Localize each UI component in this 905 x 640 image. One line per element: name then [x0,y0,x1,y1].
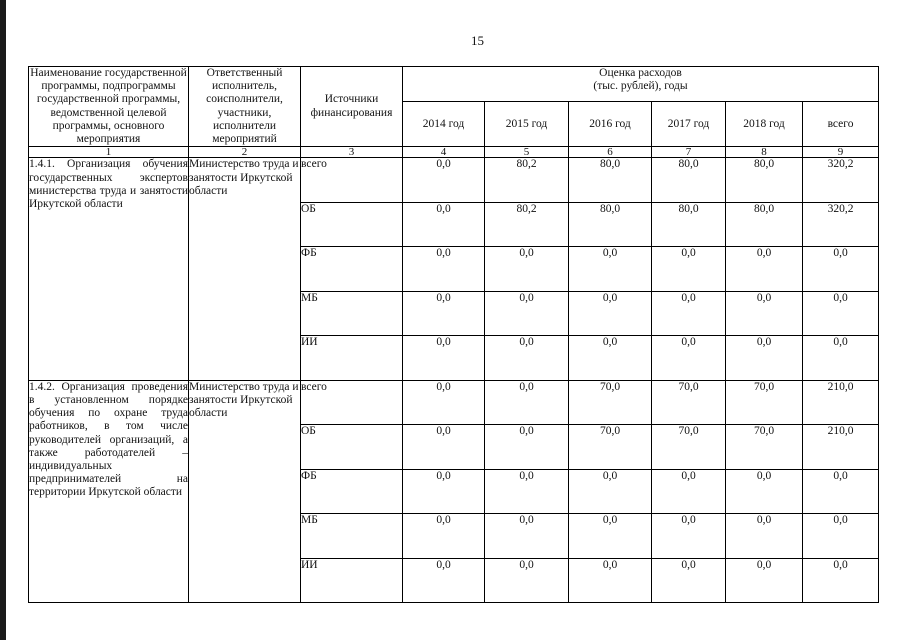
responsible-executor: Министерство труда и занятости Иркутской области [189,380,301,602]
total-value: 210,0 [803,380,879,424]
expense-value: 0,0 [726,514,803,558]
expense-value: 70,0 [726,380,803,424]
header-cost-line1: Оценка расходов [599,67,682,79]
table-row [29,158,879,202]
expense-value: 0,0 [726,336,803,380]
expense-value: 0,0 [726,291,803,335]
expense-value: 0,0 [403,158,485,202]
expense-value: 0,0 [403,514,485,558]
header-year: 2016 год [569,102,652,147]
funding-source: ФБ [301,469,403,513]
expense-value: 0,0 [485,291,569,335]
header-total: всего [803,102,879,147]
expense-value: 0,0 [652,247,726,291]
expense-value: 0,0 [403,380,485,424]
expense-value: 0,0 [485,247,569,291]
total-value: 320,2 [803,202,879,246]
expense-value: 0,0 [485,558,569,603]
total-value: 0,0 [803,514,879,558]
expense-value: 0,0 [485,336,569,380]
expense-value: 0,0 [652,291,726,335]
table-body [29,158,879,603]
expense-value: 0,0 [652,469,726,513]
header-cost [403,67,879,102]
header-sources: Источники финансирования [301,67,403,147]
header-name: Наименование государственной программы, подпрограммы государственной программы, ведомственной целевой программы, основного мероприятия [30,67,187,146]
column-number: 6 [569,147,652,158]
header-year: 2017 год [652,102,726,147]
expense-value: 0,0 [403,291,485,335]
expense-value: 0,0 [485,425,569,469]
header-executor: Ответственный исполнитель, соисполнители, участники, исполнители мероприятий [189,67,301,147]
expense-value: 70,0 [726,425,803,469]
header-cost-line2: (тыс. рублей), годы [593,80,688,93]
funding-source: ОБ [301,425,403,469]
expense-value: 80,0 [652,158,726,202]
expense-value: 70,0 [569,380,652,424]
expense-value: 0,0 [485,514,569,558]
expense-value: 80,0 [569,158,652,202]
expense-value: 0,0 [485,469,569,513]
responsible-executor: Министерство труда и занятости Иркутской области [189,158,301,380]
funding-source: ОБ [301,202,403,246]
column-number: 2 [189,147,301,158]
expense-value: 0,0 [569,558,652,603]
total-value: 0,0 [803,469,879,513]
table-row [29,380,879,424]
funding-source: МБ [301,514,403,558]
table-header [29,67,879,158]
expense-value: 0,0 [652,336,726,380]
expense-value: 0,0 [403,558,485,603]
funding-source: всего [301,158,403,202]
scan-edge [0,0,6,640]
column-number: 9 [803,147,879,158]
funding-source: ИИ [301,336,403,380]
expense-value: 0,0 [403,469,485,513]
activity-name: 1.4.2. Организация проведения в установленном порядке обучения по охране труда работников, в том числе руководителей организаций, а также работодателей – индивидуальных предпринимателей на территории Иркутской области [29,380,189,602]
total-value: 320,2 [803,158,879,202]
budget-table [28,66,879,603]
expense-value: 80,2 [485,158,569,202]
expense-value: 70,0 [652,380,726,424]
total-value: 0,0 [803,247,879,291]
header-year: 2018 год [726,102,803,147]
expense-value: 0,0 [485,380,569,424]
column-number: 5 [485,147,569,158]
activity-name: 1.4.1. Организация обучения государственных экспертов министерства труда и занятости Иркутской области [29,158,189,380]
total-value: 0,0 [803,336,879,380]
column-number-row [29,147,879,158]
expense-value: 80,0 [726,158,803,202]
expense-value: 0,0 [652,514,726,558]
funding-source: всего [301,380,403,424]
expense-value: 80,0 [569,202,652,246]
expense-value: 80,2 [485,202,569,246]
column-number: 8 [726,147,803,158]
expense-value: 0,0 [403,247,485,291]
expense-value: 0,0 [569,336,652,380]
expense-value: 70,0 [652,425,726,469]
expense-value: 0,0 [569,514,652,558]
column-number: 7 [652,147,726,158]
expense-value: 0,0 [569,247,652,291]
total-value: 210,0 [803,425,879,469]
funding-source: МБ [301,291,403,335]
expense-value: 0,0 [726,469,803,513]
total-value: 0,0 [803,291,879,335]
expense-value: 0,0 [569,291,652,335]
header-year: 2015 год [485,102,569,147]
expense-value: 0,0 [726,247,803,291]
expense-value: 0,0 [403,336,485,380]
page-number: 15 [471,33,484,48]
expense-value: 0,0 [569,469,652,513]
expense-value: 80,0 [726,202,803,246]
expense-value: 80,0 [652,202,726,246]
expense-value: 0,0 [403,202,485,246]
total-value: 0,0 [803,558,879,603]
header-year: 2014 год [403,102,485,147]
expense-value: 0,0 [403,425,485,469]
expense-value: 0,0 [726,558,803,603]
funding-source: ИИ [301,558,403,603]
expense-value: 0,0 [652,558,726,603]
funding-source: ФБ [301,247,403,291]
column-number: 4 [403,147,485,158]
column-number: 3 [301,147,403,158]
column-number: 1 [29,147,189,158]
expense-value: 70,0 [569,425,652,469]
